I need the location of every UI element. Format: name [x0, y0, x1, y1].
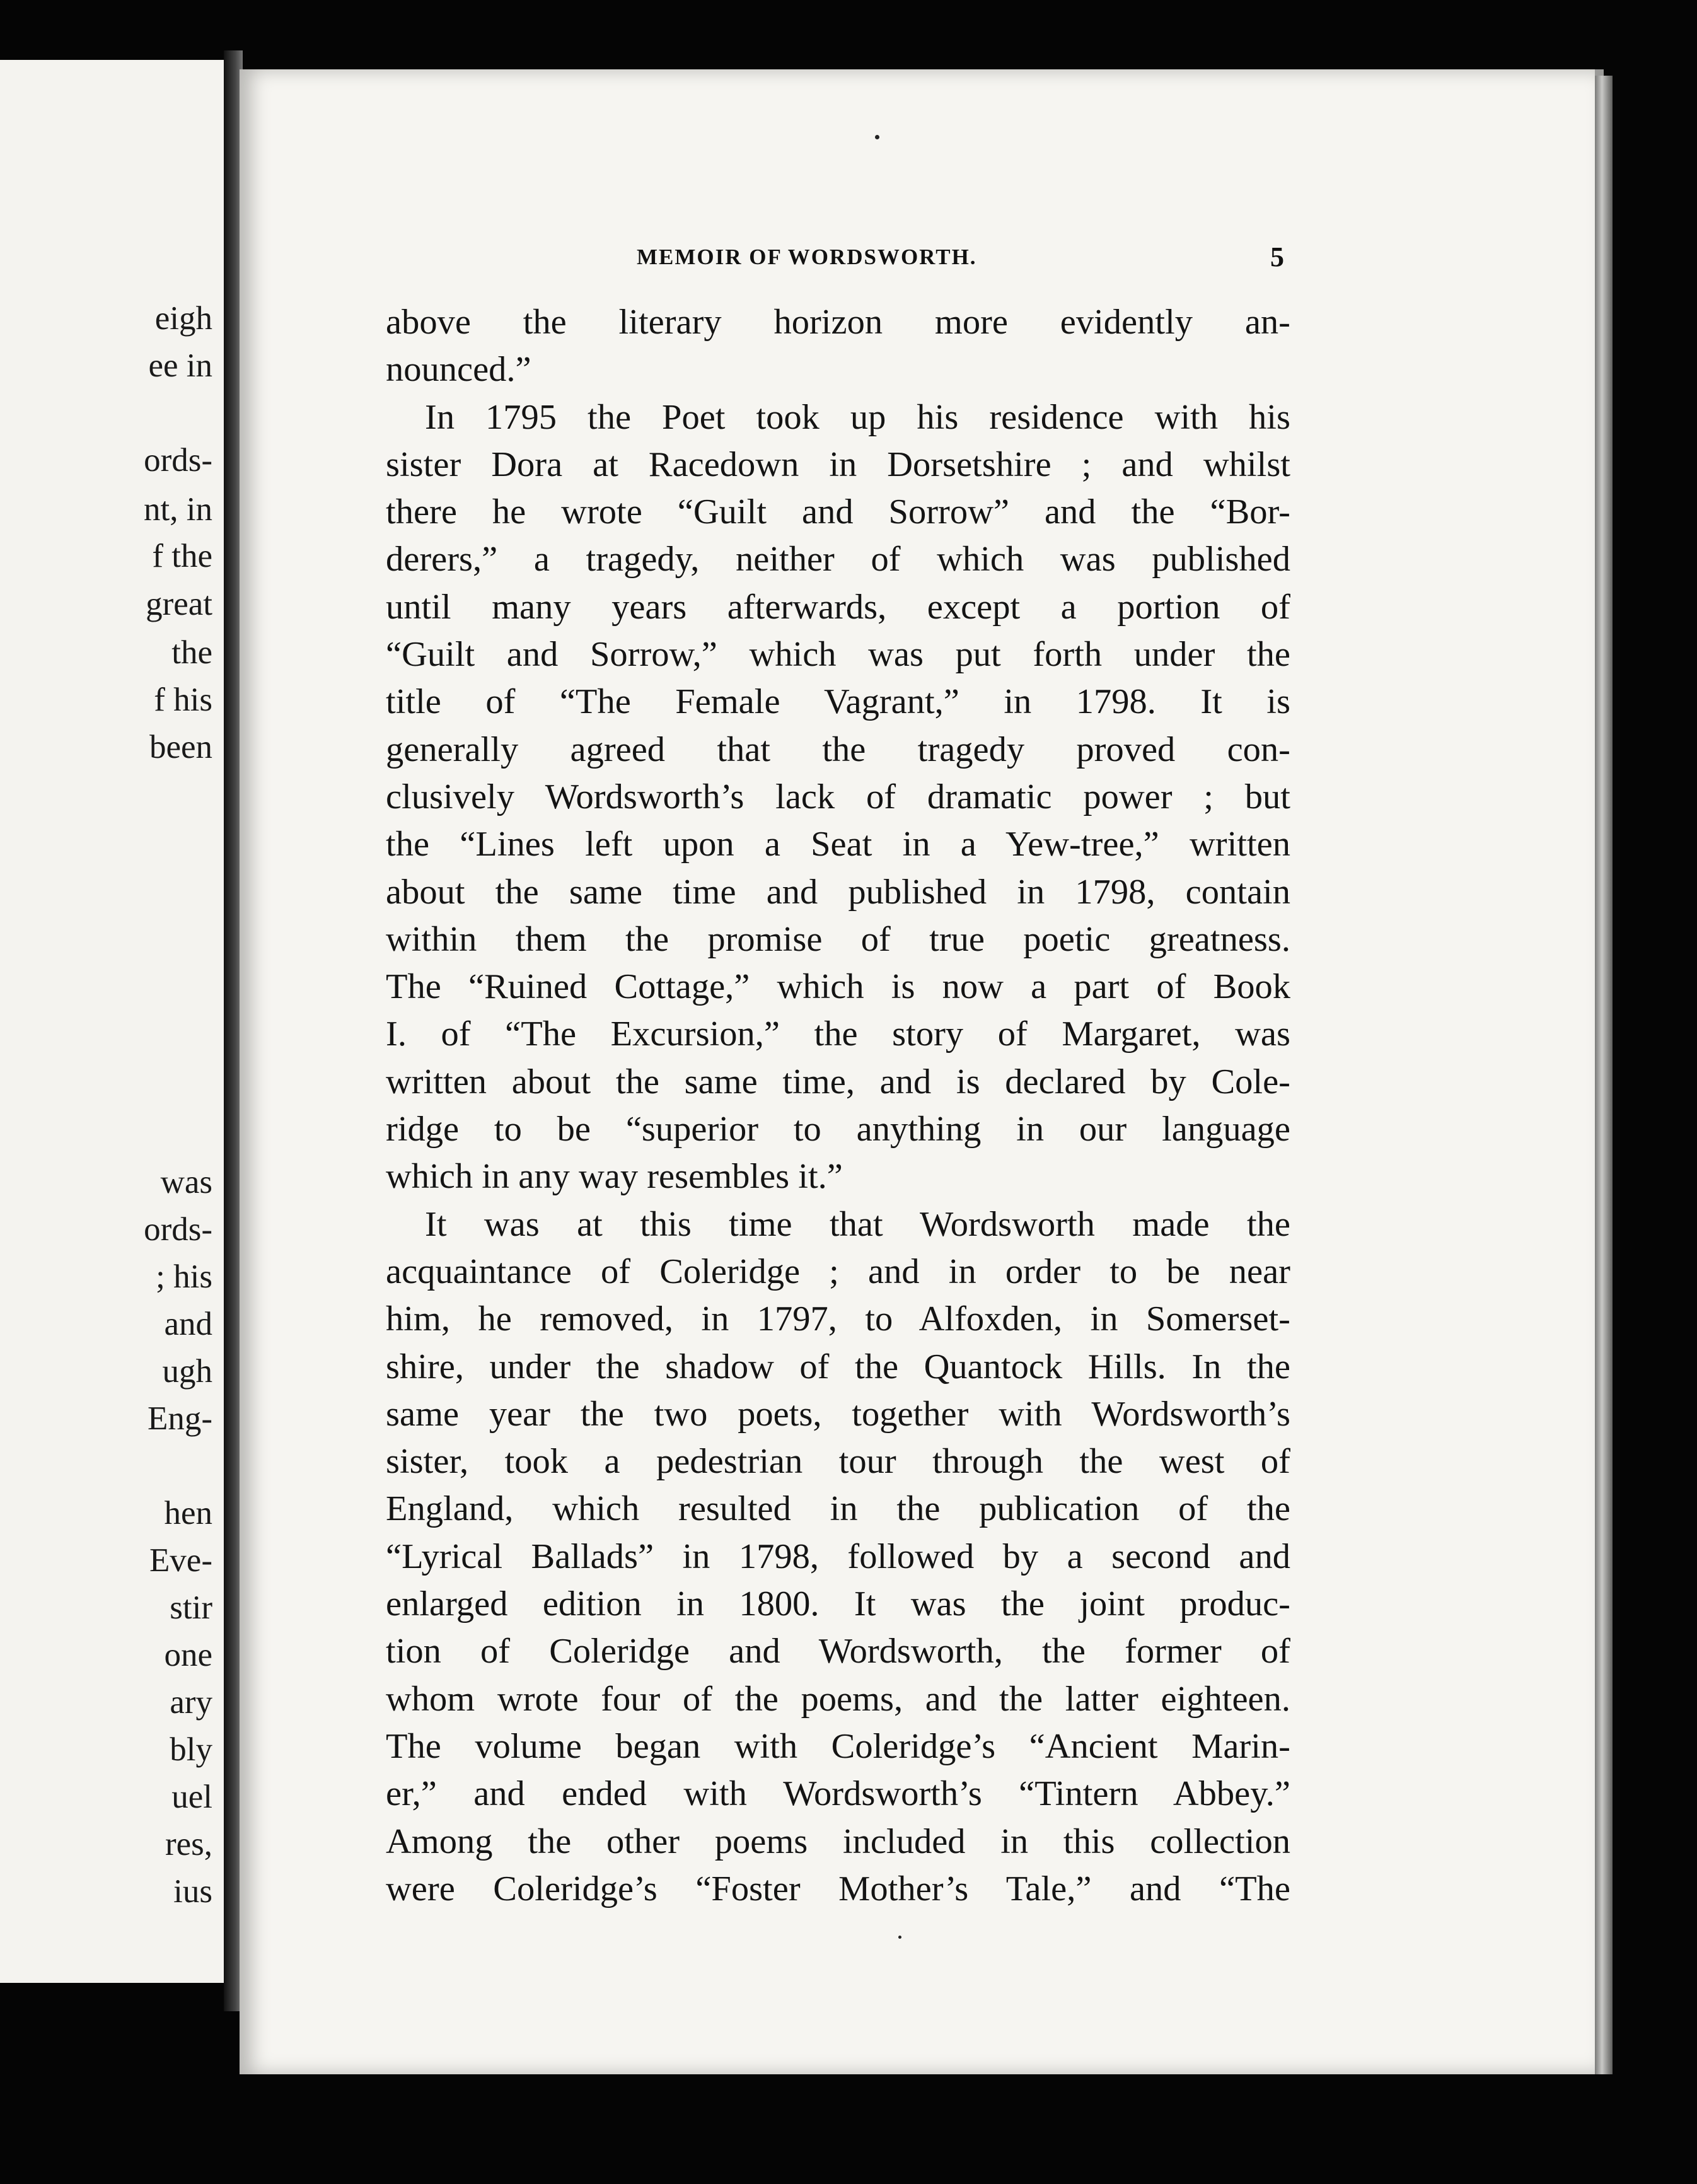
left-page-fragment: stir: [170, 1589, 212, 1626]
text-line: It was at this time that Wordsworth made the: [425, 1204, 1290, 1244]
text-line: title of “The Female Vagrant,” in 1798. It is: [386, 682, 1290, 722]
left-page-fragment: ius: [173, 1873, 212, 1910]
text-line: acquaintance of Coleridge ; and in order to be near: [386, 1252, 1290, 1291]
left-page-fragment: ugh: [162, 1353, 212, 1390]
text-line: above the literary horizon more evidently an-: [386, 303, 1290, 342]
left-page-fragment: ; his: [156, 1258, 212, 1295]
text-line: the “Lines left upon a Seat in a Yew-tree,” written: [386, 825, 1290, 864]
text-line: which in any way resembles it.”: [386, 1157, 843, 1197]
text-line: sister, took a pedestrian tour through the west of: [386, 1442, 1290, 1482]
left-page-fragment: ords-: [144, 442, 212, 479]
left-page-fragment: res,: [165, 1826, 212, 1862]
left-page-fragment: was: [160, 1164, 212, 1200]
left-page-fragment: hen: [164, 1495, 212, 1531]
text-line: sister Dora at Racedown in Dorsetshire ; and whilst: [386, 444, 1290, 484]
text-line: Among the other poems included in this collection: [386, 1821, 1290, 1861]
page-number: 5: [1270, 241, 1284, 272]
text-line: The “Ruined Cottage,” which is now a part of Book: [386, 967, 1290, 1007]
page-edge: [1595, 76, 1613, 2074]
text-line: about the same time and published in 1798, contain: [386, 872, 1290, 912]
left-page-fragment: f the: [152, 538, 212, 574]
left-page-fragment: and: [164, 1306, 212, 1342]
ink-speck: [898, 1936, 901, 1939]
text-line: within them the promise of true poetic greatness.: [386, 919, 1290, 959]
text-line: ridge to be “superior to anything in our language: [386, 1110, 1290, 1149]
text-line: In 1795 the Poet took up his residence with his: [425, 397, 1290, 437]
left-page-fragment: nt, in: [144, 491, 212, 528]
left-facing-page: [0, 60, 230, 1983]
left-page-fragment: great: [146, 586, 212, 622]
text-line: “Guilt and Sorrow,” which was put forth under the: [386, 635, 1290, 675]
ink-speck: [875, 135, 879, 139]
left-page-fragment: f his: [154, 682, 212, 718]
text-line: enlarged edition in 1800. It was the joint produc-: [386, 1584, 1290, 1624]
text-line: England, which resulted in the publication of the: [386, 1489, 1290, 1529]
text-line: shire, under the shadow of the Quantock Hills. In the: [386, 1347, 1290, 1386]
left-page-fragment: ary: [170, 1684, 212, 1721]
text-line: nounced.”: [386, 350, 531, 390]
body-text: [386, 299, 1290, 1913]
left-page-fragment: bly: [170, 1731, 212, 1768]
left-page-fragment: the: [171, 634, 212, 671]
text-line: clusively Wordsworth’s lack of dramatic power ; but: [386, 777, 1290, 816]
left-page-fragment: ords-: [144, 1211, 212, 1248]
left-page-fragment: ee in: [148, 347, 212, 384]
left-page-fragment: one: [164, 1637, 212, 1673]
left-page-fragment: Eve-: [149, 1542, 212, 1579]
left-page-fragment: eigh: [154, 300, 212, 337]
text-line: tion of Coleridge and Wordsworth, the former of: [386, 1632, 1290, 1671]
left-page-fragment: uel: [171, 1779, 212, 1815]
running-head: MEMOIR OF WORDSWORTH.: [637, 245, 977, 269]
text-line: generally agreed that the tragedy proved con-: [386, 729, 1290, 769]
text-line: “Lyrical Ballads” in 1798, followed by a second and: [386, 1536, 1290, 1576]
text-line: er,” and ended with Wordsworth’s “Tintern Abbey.”: [386, 1774, 1290, 1814]
text-line: until many years afterwards, except a portion of: [386, 587, 1290, 627]
text-line: The volume began with Coleridge’s “Ancient Marin-: [386, 1726, 1290, 1766]
text-line: whom wrote four of the poems, and the latter eighteen.: [386, 1679, 1290, 1719]
left-page-fragment: Eng-: [147, 1400, 212, 1437]
text-line: him, he removed, in 1797, to Alfoxden, in Somerset-: [386, 1299, 1290, 1339]
text-line: I. of “The Excursion,” the story of Margaret, was: [386, 1014, 1290, 1054]
text-line: written about the same time, and is declared by Cole-: [386, 1062, 1290, 1101]
text-line: were Coleridge’s “Foster Mother’s Tale,” and “The: [386, 1869, 1290, 1908]
left-page-fragment: been: [149, 729, 212, 765]
text-line: there he wrote “Guilt and Sorrow” and the “Bor-: [386, 492, 1290, 532]
text-line: derers,” a tragedy, neither of which was published: [386, 540, 1290, 579]
text-line: same year the two poets, together with Wordsworth’s: [386, 1394, 1290, 1434]
